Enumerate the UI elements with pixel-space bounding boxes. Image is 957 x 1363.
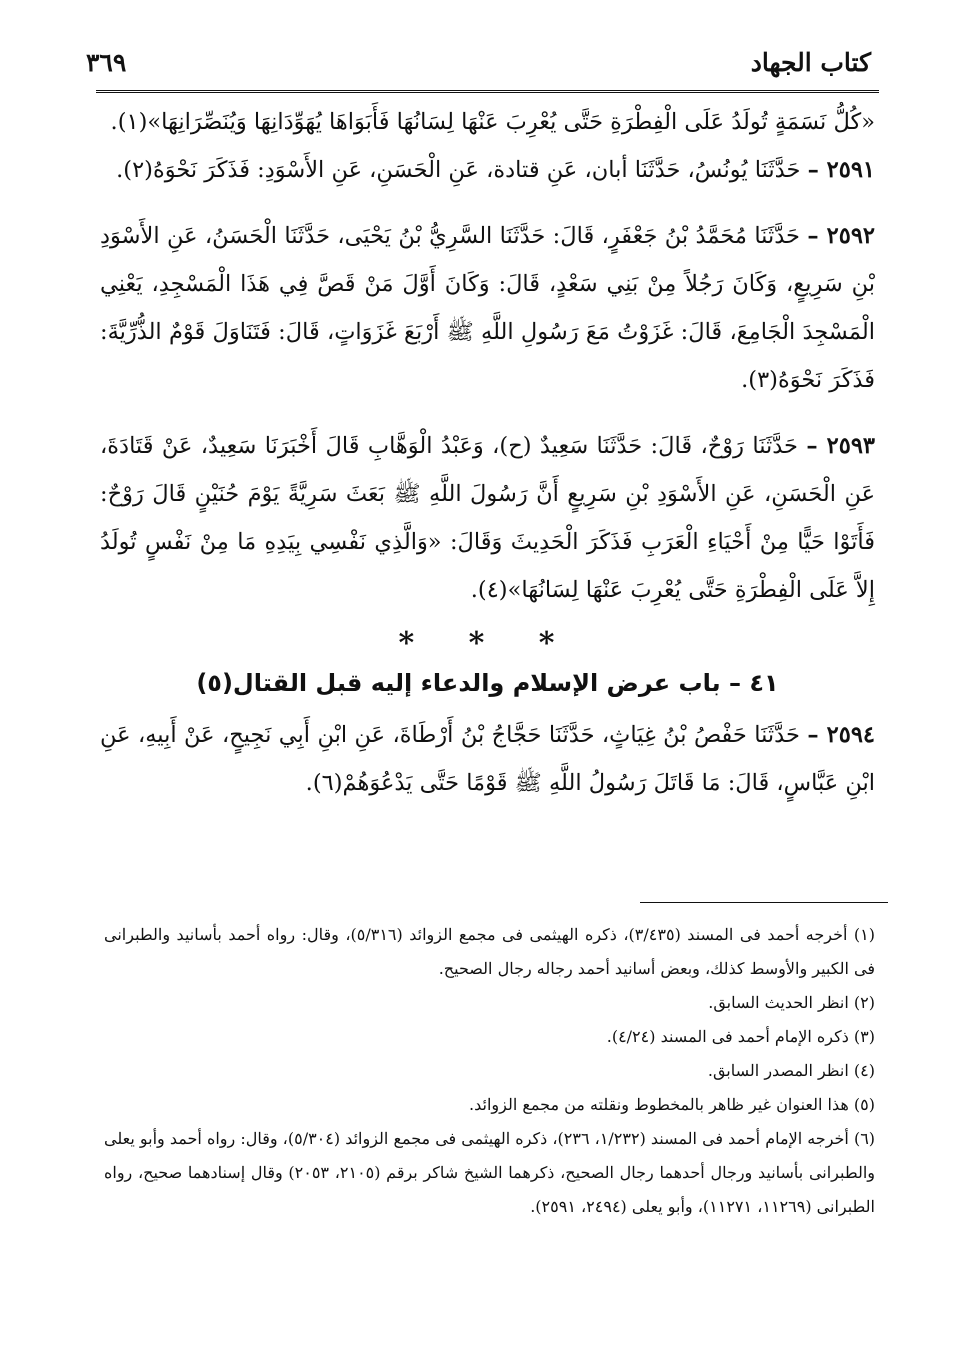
hadith-number: ٢٥٩٢ –: [807, 223, 875, 249]
hadith-continuation: «كُلُّ نَسَمَةٍ تُولَدُ عَلَى الْفِطْرَةِ حَتَّى يُعْرِبَ عَنْهَا لِسَانُهَا فَأَبَوَاهَا يُهَوِّدَانِهَا وَيُنَصِّرَانِهَا»(١).: [110, 109, 875, 135]
page-number: ٣٦٩: [86, 48, 127, 77]
hadith-number: ٢٥٩٣ –: [806, 433, 875, 459]
section-divider: * * *: [398, 626, 577, 661]
footnote-2: (٢) انظر الحديث السابق.: [708, 993, 875, 1012]
hadith-text: حَدَّثَنَا رَوْحٌ، قَالَ: حَدَّثَنَا سَعِيدٌ (ح)، وَعَبْدُ الْوَهَّابِ قَالَ أَخْبَرَنَا سَعِيدٌ، عَنْ قَتَادَةَ، عَنِ الْحَسَنِ، عَنِ الأَسْوَدِ بْنِ سَرِيعٍ أَنَّ رَسُولَ اللَّهِ ﷺ بَعَثَ سَرِيَّةً يَوْمَ حُنَيْنٍ قَالَ رَوْحٌ: فَأَتَوْا حَيًّا مِنْ أَحْيَاءِ الْعَرَبِ فَذَكَرَ الْحَدِيثَ وَقَالَ: «وَالَّذِي نَفْسِي بِيَدِهِ مَا مِنْ نَفْسٍ تُولَدُ إِلاَّ عَلَى الْفِطْرَةِ حَتَّى يُعْرِبَ عَنْهَا لِسَانُهَا»(٤).: [100, 433, 875, 603]
hadith-2593: [100, 422, 875, 614]
footnotes: [104, 918, 875, 1224]
footnote-6: (٦) أخرجه الإمام أحمد فى المسند (١/٢٣٢، ٢٣٦)، ذكره الهيثمى فى مجمع الزوائد (٥/٣٠٤)، وقال: رواه أحمد وأبو يعلى والطبرانى بأسانيد ورجال أحدهما رجال الصحيح، ذكرهما الشيخ شاكر برقم (٢١٠٥، ٢٠٥٣) وقال إسنادهما صحيح، رواه الطبرانى (١١٢٦٩، ١١٢٧١)، وأبو يعلى (٢٤٩٤، ٢٥٩١).: [104, 1129, 876, 1216]
footnote-5: (٥) هذا العنوان غير ظاهر بالمخطوط ونقلته من مجمع الزوائد.: [469, 1095, 875, 1114]
hadith-2594: [100, 711, 875, 807]
hadith-number: ٢٥٩١ –: [807, 157, 875, 183]
footnote-3: (٣) ذكره الإمام أحمد فى المسند (٤/٢٤).: [606, 1027, 875, 1046]
hadith-text: حَدَّثَنَا يُونُسُ، حَدَّثَنَا أبان، عَنِ قتادة، عَنِ الْحَسَنِ، عَنِ الأَسْوَدِ: فَذَكَرَ نَحْوَهُ(٢).: [116, 157, 801, 183]
hadith-text: حَدَّثَنَا مُحَمَّدُ بْنُ جَعْفَرٍ، قَالَ: حَدَّثَنَا السَّرِيُّ بْنُ يَحْيَى، حَدَّثَنَا الْحَسَنُ، عَنِ الأَسْوَدِ بْنِ سَرِيعٍ، وَكَانَ رَجُلاً مِنْ بَنِي سَعْدٍ، قَالَ: وَكَانَ أَوَّلَ مَنْ قَصَّ فِي هَذَا الْمَسْجِدِ، يَعْنِي الْمَسْجِدَ الْجَامِعَ، قَالَ: غَزَوْتُ مَعَ رَسُولِ اللَّهِ ﷺ أَرْبَعَ غَزَوَاتٍ، قَالَ: فَتَنَاوَلَ قَوْمٌ الذُّرِّيَّةَ: فَذَكَرَ نَحْوَهُ(٣).: [100, 223, 875, 393]
hadith-2592: [100, 212, 875, 404]
footnote-4: (٤) انظر المصدر السابق.: [707, 1061, 875, 1080]
header-rule: [96, 90, 879, 96]
chapter-title: ٤١ – باب عرض الإسلام والدعاء إليه قبل القتال(٥): [196, 669, 779, 697]
running-title: كتاب الجهاد: [750, 48, 871, 77]
footnote-1: (١) أخرجه أحمد فى المسند (٣/٤٣٥)، ذكره الهيثمى فى مجمع الزوائد (٥/٣١٦)، وقال: رواه أحمد بأسانيد والطبرانى فى الكبير والأوسط كذلك، وبعض أسانيد أحمد رجاله رجال الصحيح.: [104, 925, 876, 978]
main-text: [100, 98, 875, 807]
hadith-number: ٢٥٩٤ –: [807, 722, 876, 748]
page-header: [86, 48, 871, 88]
hadith-text: حَدَّثَنَا حَفْصُ بْنُ غِيَاثٍ، حَدَّثَنَا حَجَّاجُ بْنُ أَرْطَاةَ، عَنِ ابْنِ أَبِي نَجِيحٍ، عَنْ أَبِيهِ، عَنِ ابْنِ عَبَّاسٍ، قَالَ: مَا قَاتَلَ رَسُولُ اللَّهِ ﷺ قَوْمًا حَتَّى يَدْعُوَهُمْ(٦).: [100, 722, 875, 796]
hadith-2591: [100, 146, 875, 194]
footnote-rule: [640, 902, 888, 903]
